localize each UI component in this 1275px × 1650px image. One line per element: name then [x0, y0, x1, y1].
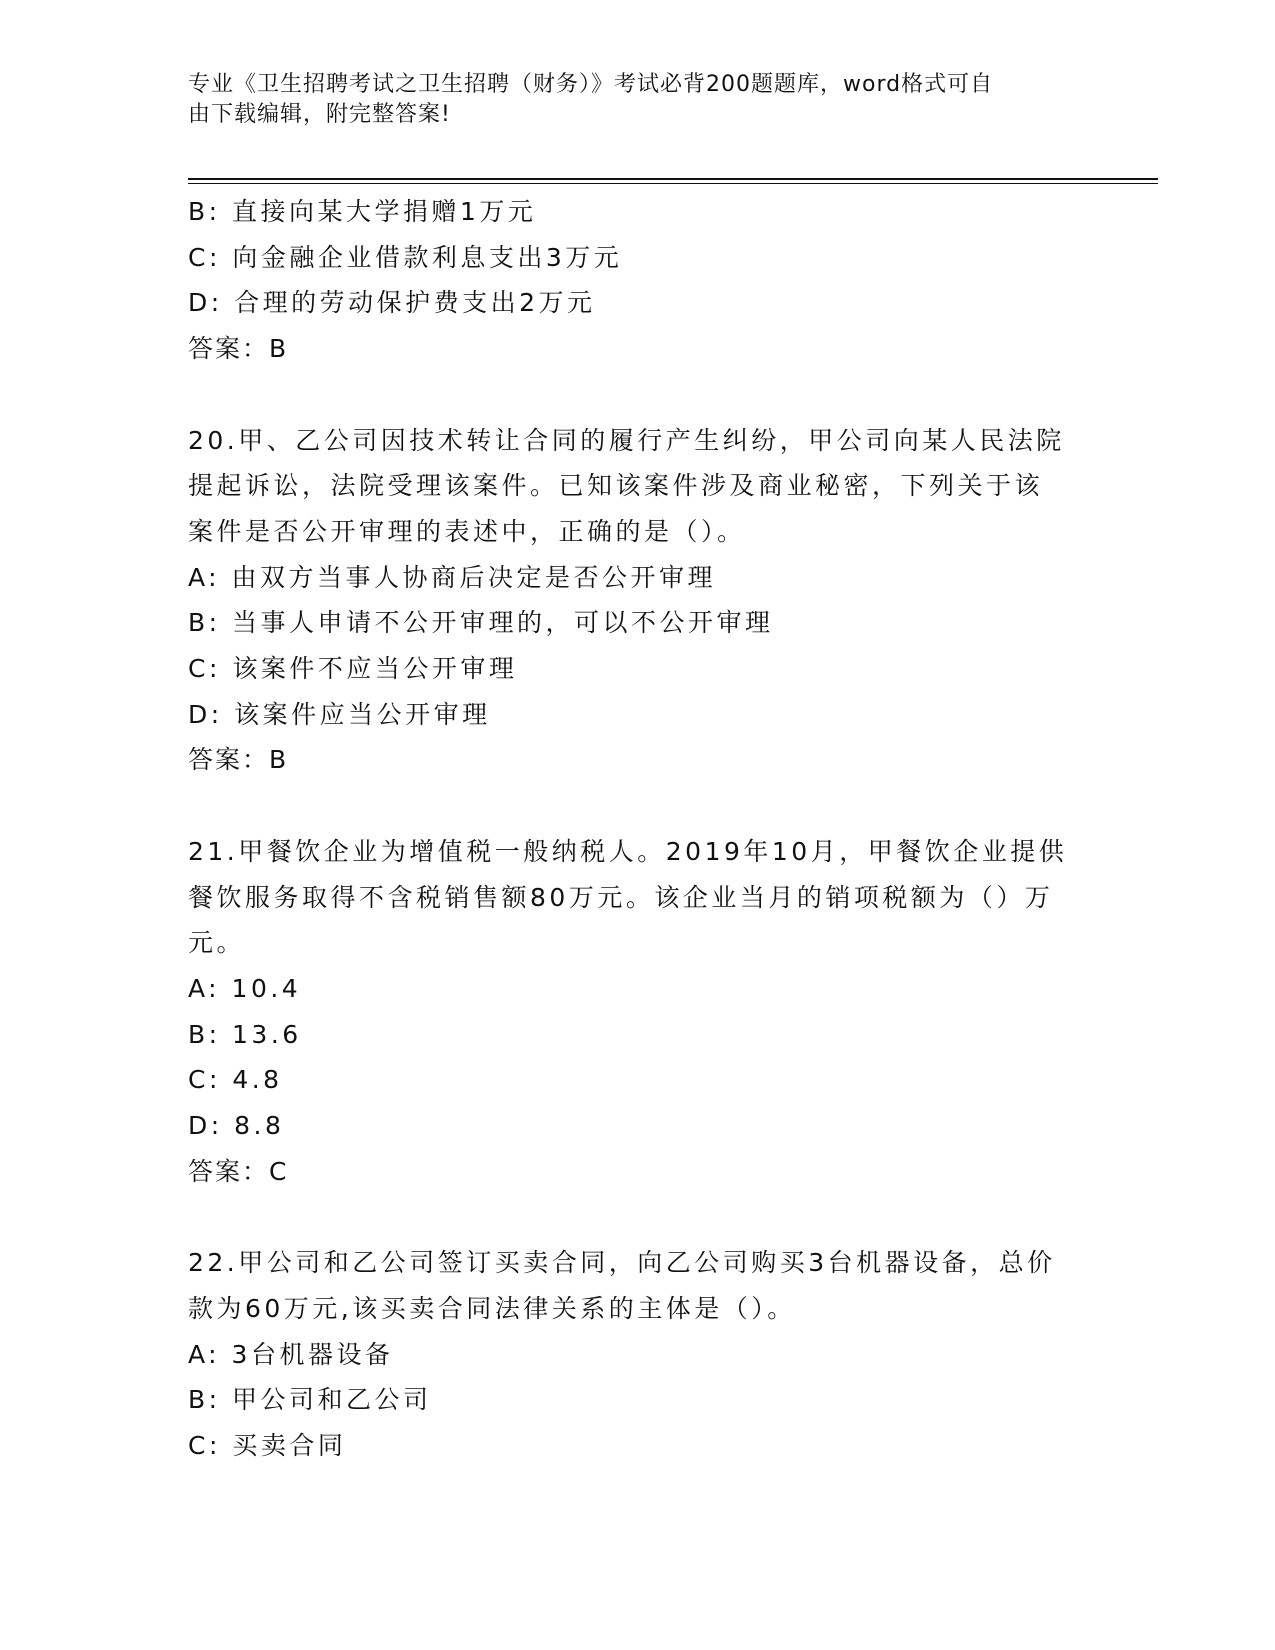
header-rule-thick: [188, 178, 1158, 180]
document-header: [188, 70, 1068, 130]
option-c: C: 4.8: [188, 1065, 283, 1095]
option-b: B: 直接向某大学捐赠1万元: [188, 197, 537, 226]
spacer: [188, 783, 1088, 829]
spacer: [188, 1194, 1088, 1240]
question-stem-line-1: 21.甲餐饮企业为增值税一般纳税人。2019年10月，甲餐饮企业提供: [188, 836, 1068, 866]
question-list: [188, 189, 1088, 1469]
question-stem-line-1: 22.甲公司和乙公司签订买卖合同，向乙公司购买3台机器设备，总价: [188, 1248, 1056, 1278]
answer: 答案：B: [188, 334, 289, 364]
option-c: C: 买卖合同: [188, 1430, 347, 1460]
answer: 答案：C: [188, 1156, 289, 1186]
option-a: A: 3台机器设备: [188, 1339, 394, 1369]
option-a: A: 由双方当事人协商后决定是否公开审理: [188, 562, 717, 592]
question-stem-line-2: 款为60万元,该买卖合同法律关系的主体是（）。: [188, 1293, 796, 1323]
option-c: C: 向金融企业借款利息支出3万元: [188, 242, 623, 272]
question-stem-line-2: 餐饮服务取得不含税销售额80万元。该企业当月的销项税额为（）万: [188, 882, 1054, 912]
question-19-fragment: [188, 189, 1088, 372]
option-d: D: 该案件应当公开审理: [188, 699, 491, 729]
header-line-2: 由下载编辑，附完整答案!: [188, 102, 451, 127]
question-20: [188, 418, 1088, 784]
question-21: [188, 829, 1088, 1195]
option-d: D: 合理的劳动保护费支出2万元: [188, 288, 596, 318]
option-c: C: 该案件不应当公开审理: [188, 654, 518, 684]
spacer: [188, 372, 1088, 418]
header-line-1: 专业《卫生招聘考试之卫生招聘（财务）》考试必背200题题库，word格式可自: [188, 72, 994, 97]
option-b: B: 13.6: [188, 1019, 302, 1049]
question-stem-line-2: 提起诉讼，法院受理该案件。已知该案件涉及商业秘密，下列关于该: [188, 471, 1044, 501]
question-22: [188, 1240, 1088, 1469]
header-rule-thin: [188, 183, 1158, 184]
option-b: B: 甲公司和乙公司: [188, 1385, 432, 1415]
question-stem-line-1: 20.甲、乙公司因技术转让合同的履行产生纠纷，甲公司向某人民法院: [188, 425, 1065, 455]
option-b: B: 当事人申请不公开审理的，可以不公开审理: [188, 608, 774, 638]
option-d: D: 8.8: [188, 1111, 285, 1141]
question-stem-line-3: 案件是否公开审理的表述中，正确的是（）。: [188, 516, 746, 546]
question-stem-line-3: 元。: [188, 928, 246, 958]
option-a: A: 10.4: [188, 973, 302, 1003]
answer: 答案：B: [188, 745, 289, 775]
